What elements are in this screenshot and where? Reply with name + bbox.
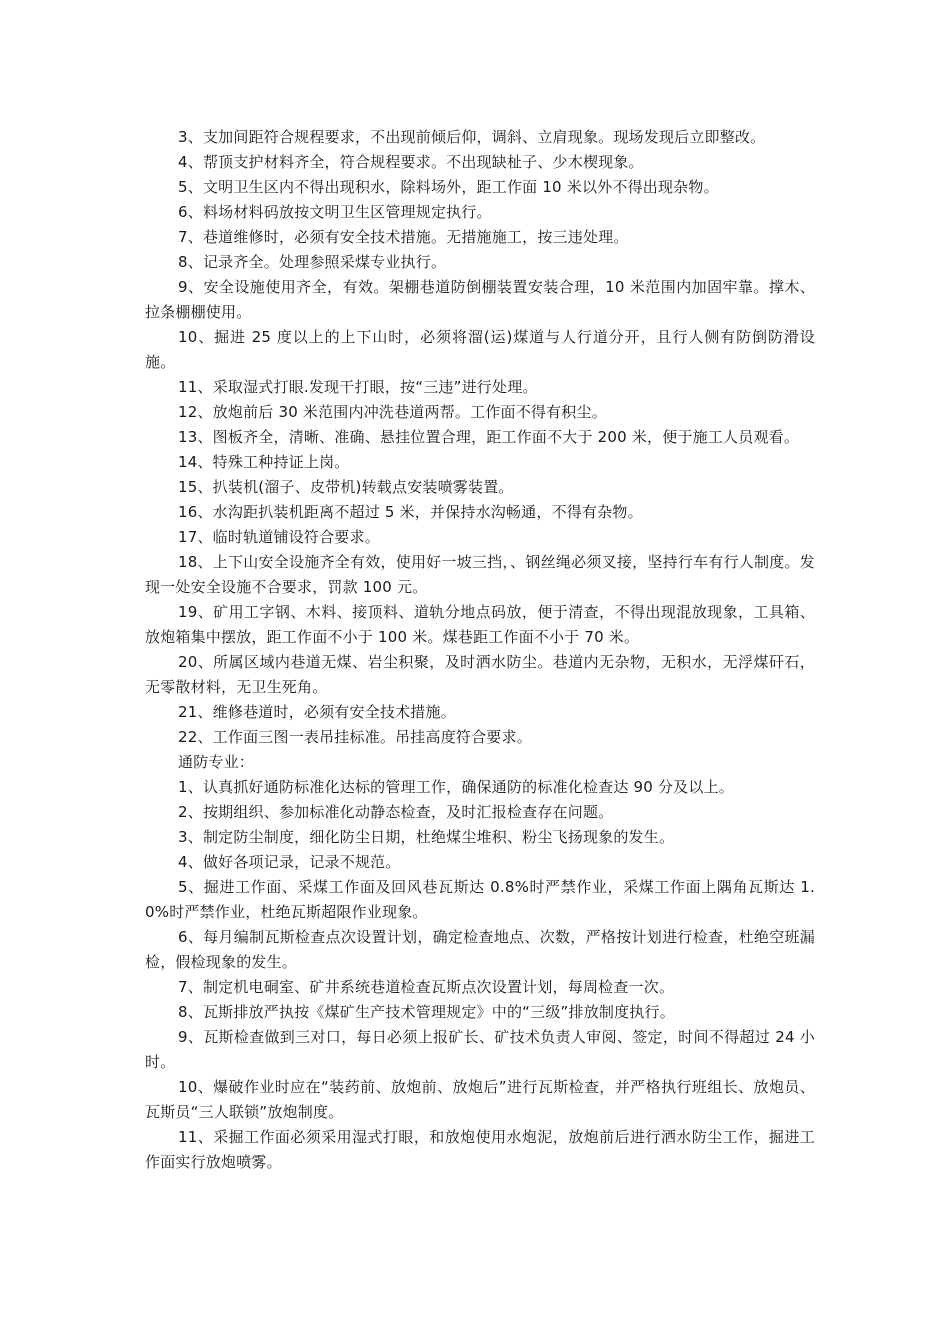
paragraph-29: 8、瓦斯排放严执按《煤矿生产技术管理规定》中的“三级”排放制度执行。 — [178, 1003, 675, 1021]
paragraph-14: 16、水沟距扒装机距离不超过 5 米，并保持水沟畅通，不得有杂物。 — [178, 503, 643, 521]
paragraph-24: 3、制定防尘制度，细化防尘日期，杜绝煤尘堆积、粉尘飞扬现象的发生。 — [178, 828, 675, 846]
document-body — [145, 125, 815, 1175]
paragraph-18: 20、所属区域内巷道无煤、岩尘积聚，及时洒水防尘。巷道内无杂物，无积水，无浮煤矸石，无零散材料，无卫生死角。 — [145, 653, 815, 696]
paragraph-5: 7、巷道维修时，必须有安全技术措施。无措施施工，按三违处理。 — [178, 228, 629, 246]
paragraph-23: 2、按期组织、参加标准化动静态检查，及时汇报检查存在问题。 — [178, 803, 614, 821]
paragraph-25: 4、做好各项记录，记录不规范。 — [178, 853, 401, 871]
paragraph-11: 13、图板齐全，清晰、准确、悬挂位置合理，距工作面不大于 200 米，便于施工人员观看。 — [178, 428, 800, 446]
paragraph-28: 7、制定机电硐室、矿井系统巷道检查瓦斯点次设置计划，每周检查一次。 — [178, 978, 675, 996]
paragraph-16: 18、上下山安全设施齐全有效，使用好一坡三挡，、钢丝绳必须叉接，坚持行车有行人制度。发现一处安全设施不合要求，罚款 100 元。 — [145, 553, 815, 596]
paragraph-13: 15、扒装机(溜子、皮带机)转载点安装喷雾装置。 — [178, 478, 514, 496]
paragraph-22: 1、认真抓好通防标准化达标的管理工作，确保通防的标准化检查达 90 分及以上。 — [178, 778, 734, 796]
paragraph-17: 19、矿用工字钢、木料、接顶料、道轨分地点码放，便于清查，不得出现混放现象，工具箱、放炮箱集中摆放，距工作面不小于 100 米。煤巷距工作面不小于 70 米。 — [145, 603, 815, 646]
paragraph-10: 12、放炮前后 30 米范围内冲洗巷道两帮。工作面不得有积尘。 — [178, 403, 607, 421]
section-heading-tongfang: 通防专业： — [178, 753, 255, 771]
paragraph-19: 21、维修巷道时，必须有安全技术措施。 — [178, 703, 456, 721]
paragraph-31: 10、爆破作业时应在“装药前、放炮前、放炮后”进行瓦斯检查，并严格执行班组长、放炮员、瓦斯员“三人联锁”放炮制度。 — [145, 1078, 815, 1121]
paragraph-15: 17、临时轨道铺设符合要求。 — [178, 528, 380, 546]
paragraph-7: 9、安全设施使用齐全，有效。架棚巷道防倒棚装置安装合理，10 米范围内加固牢靠。撑木、拉条棚棚使用。 — [145, 278, 815, 321]
paragraph-6: 8、记录齐全。处理参照采煤专业执行。 — [178, 253, 447, 271]
paragraph-8: 10、掘进 25 度以上的上下山时，必须将溜(运)煤道与人行道分开，且行人侧有防倒防滑设施。 — [145, 328, 815, 371]
paragraph-1: 3、支加间距符合规程要求，不出现前倾后仰，调斜、立肩现象。现场发现后立即整改。 — [178, 128, 766, 146]
paragraph-9: 11、采取湿式打眼.发现干打眼，按“三违”进行处理。 — [178, 378, 538, 396]
paragraph-30: 9、瓦斯检查做到三对口，每日必须上报矿长、矿技术负责人审阅、签定，时间不得超过 24 小时。 — [145, 1028, 815, 1071]
paragraph-32: 11、采掘工作面必须采用湿式打眼，和放炮使用水炮泥，放炮前后进行洒水防尘工作，掘进工作面实行放炮喷雾。 — [145, 1128, 815, 1171]
paragraph-27: 6、每月编制瓦斯检查点次设置计划，确定检查地点、次数，严格按计划进行检查，杜绝空班漏检，假检现象的发生。 — [145, 928, 815, 971]
paragraph-20: 22、工作面三图一表吊挂标准。吊挂高度符合要求。 — [178, 728, 532, 746]
paragraph-12: 14、特殊工种持证上岗。 — [178, 453, 350, 471]
paragraph-2: 4、帮顶支护材料齐全，符合规程要求。不出现缺杫子、少木楔现象。 — [178, 153, 644, 171]
paragraph-4: 6、料场材料码放按文明卫生区管理规定执行。 — [178, 203, 492, 221]
paragraph-3: 5、文明卫生区内不得出现积水，除料场外，距工作面 10 米以外不得出现杂物。 — [178, 178, 719, 196]
paragraph-26: 5、掘进工作面、采煤工作面及回风巷瓦斯达 0.8%时严禁作业，采煤工作面上隅角瓦斯达 1.0%时严禁作业，杜绝瓦斯超限作业现象。 — [145, 878, 815, 921]
